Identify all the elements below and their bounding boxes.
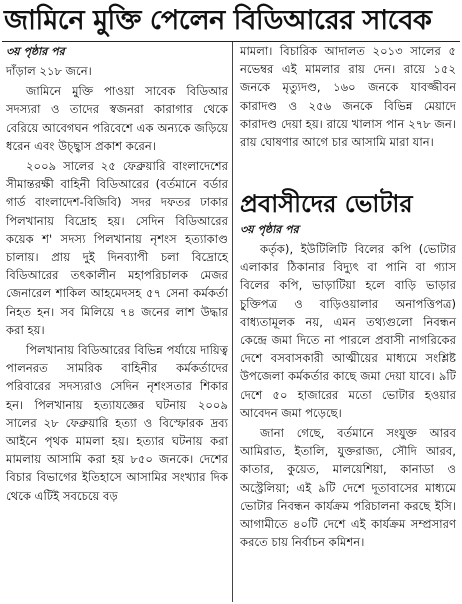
main-headline: জামিনে মুক্তি পেলেন বিডিআরের সাবেক (4, 5, 432, 36)
paragraph: মামলা। বিচারিক আদালত ২০১৩ সালের ৫ নভেম্বর এই মামলার রায় দেন। রায়ে ১৫২ জনকে মৃত্যুদণ্ড, ১৬০ জনকে যাবজ্জীবন কারাদণ্ড ও ২৫৬ জনকে বিভিন্ন মেয়াদে কারাদণ্ড দেয়া হয়। রায়ে খালাস পান ২৭৮ জন। রায় ঘোষণার আগে চার আসামি মারা যান। (240, 44, 456, 150)
continued-from-label: ৩য় পৃষ্ঠার পর (6, 45, 65, 58)
paragraph: জামিনে মুক্তি পাওয়া সাবেক বিডিআর সদস্যরা ও তাদের স্বজনরা কারাগার থেকে বেরিয়ে আবেগঘন পরিবেশে এক অন্যকে জড়িয়ে ধরেন এবং উচ্ছ্বাস প্রকাশ করেন। (6, 84, 228, 153)
column-divider (232, 42, 233, 602)
paragraph: কর্তৃক), ইউটিলিটি বিলের কপি (ভোটার এলাকার ঠিকানার বিদ্যুৎ বা পানি বা গ্যাস বিলের কপি, ভাড়াটিয়া হলে বাড়ি ভাড়ার চুক্তিপত্র ও বাড়িওয়ালার অনাপত্তিপত্র) বাধ্যতামূলক নয়, এমন তথ্যগুলো নিবন্ধন কেন্দ্রে জমা দিতে না পারলে প্রবাসী নাগরিকের দেশে বসবাসকারী আত্মীয়ের মাধ্যমে সংশ্লিষ্ট উপজেলা কর্মকর্তার কাছে জমা দেয়া যাবে। ৯টি দেশে ৫০ হাজারের মতো ভোটার হওয়ার আবেদন জমা পড়েছে। (240, 242, 456, 420)
right-column-continuation (240, 42, 456, 151)
paragraph: ২০০৯ সালের ২৫ ফেব্রুয়ারি বাংলাদেশের সীমান্তরক্ষী বাহিনী বিডিআরের (বর্তমানে বর্ডার গার্ড বাংলাদেশ-বিজিবি) সদর দফতর ঢাকার পিলখানায় বিদ্রোহ হয়। সেদিন বিডিআরের কয়েক শ' সদস্য পিলখানায় নৃশংস হত্যাকাণ্ড চালায়। প্রায় দুই দিনব্যাপী চলা বিদ্রোহে বিডিআরের তৎকালীন মহাপরিচালক মেজর জেনারেল শাকিল আহমেদসহ ৫৭ সেনা কর্মকর্তা নিহত হন। সব মিলিয়ে ৭৪ জনের লাশ উদ্ধার করা হয়। (6, 159, 228, 337)
continued-from-label: ৩য় পৃষ্ঠার পর (240, 223, 299, 236)
second-article-headline: প্রবাসীদের ভোটার (240, 190, 413, 218)
paragraph: জানা গেছে, বর্তমানে সংযুক্ত আরব আমিরাত, ইতালি, যুক্তরাজ্য, সৌদি আরব, কাতার, কুয়েত, মালয়েশিয়া, কানাডা ও অস্ট্রেলিয়া; এই ৯টি দেশে দূতাবাসের মাধ্যমে ভোটার নিবন্ধন কার্যক্রম পরিচালনা করছে ইসি। আগামীতে ৪০টি দেশে এই কার্যক্রম সম্প্রসারণ করতে চায় নির্বাচন কমিশন। (240, 426, 456, 550)
paragraph: দাঁড়াল ২১৮ জনে। (6, 64, 92, 78)
left-column (6, 44, 228, 505)
second-article-body (240, 222, 456, 551)
paragraph: পিলখানায় বিডিআরের বিভিন্ন পর্যায়ে দায়িত্ব পালনরত সামরিক বাহিনীর কর্মকর্তাদের পরিবারের সদস্যরাও সেদিন নৃশংসতার শিকার হন। পিলখানায় হত্যাযজ্ঞের ঘটনায় ২০০৯ সালের ২৮ ফেব্রুয়ারি হত্যা ও বিস্ফোরক দ্রব্য আইনে পৃথক মামলা হয়। হত্যার ঘটনায় করা মামলায় আসামি করা হয় ৮৫০ জনকে। দেশের বিচার বিভাগের ইতিহাসে আসামির সংখ্যার দিক থেকে এটিই সবচেয়ে বড় (6, 343, 228, 503)
